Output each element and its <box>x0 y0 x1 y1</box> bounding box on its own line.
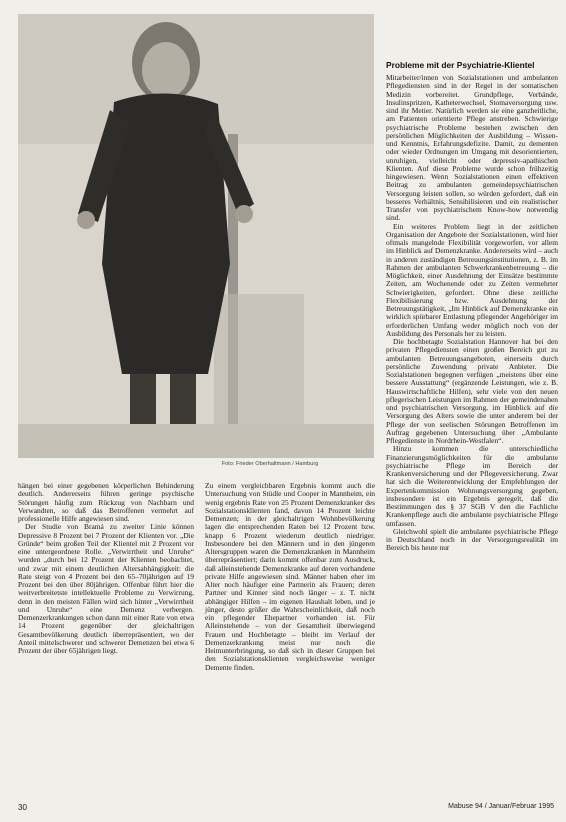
photo-caption: Foto: Frieder Oberhaltmann / Hamburg <box>221 461 319 467</box>
paragraph: hängen bei einer gegebenen körperlichen Behinderung deutlich. Andererseits führen geringe psychische Störungen häufig zum Rückzug von Nachbarn und Verwandten, so daß das Betroffenen vermehrt auf professionelle Hilfe angewiesen sind. <box>18 481 194 523</box>
paragraph: Mitarbeiter/innen von Sozialstationen und ambulanten Pflegediensten sind in der Regel in der somatischen Medizin vorbereitet. Grundpflege, Verbände, Insulinspritzen, Katheterwechsel, Stomaversorgung usw. sind ihr Metier. Natürlich werden sie eine ganzheitliche, am Patienten orientierte Pflege anstreben. Schwierige psychiatrische Probleme bestehen zwischen den persönlichen Möglichkeiten der Ausbildung – Wissen- und Kenntnis, Erfahrungsdefizite. Damit, zu dementen oder wieder Ordnungen im Umgang mit desorientierten, unruhigen, vielleicht oder depressiv-apathischen Klienten. Auf diese Probleme wurde schon frühzeitig hingewiesen. Wenn Sozialstationen einen effektiven Beitrag zu ambulanten gemeindepsychiatrischen Versorgung leisten sollen, so würden gefordert, daß ein besseres Verhältnis, Sensibilisieren und ein realistischer Transfer von psychiatrischem Know-how notwendig sind. <box>386 73 558 223</box>
paragraph: Der Studie von Bramá zu zweiter Linie können Depressive 8 Prozent bei 7 Prozent der Klienten vor. „Die Gründe“ beim großen Teil der Klientel mit 2 Prozent vor eine untergeordnete Rolle. „Verwirrtheit und Unruhe“ wurden „durch bei 12 Prozent der Klienten beobachtet, und zwar mit einem deutlichen Altersabhängigkeit: die Rate steigt von 4 Prozent bei den 65–70jährigen auf 19 Prozent bei den über 80jährigen. Offenbar führt hier die weitverbreitetste intellektuelle Probleme zu Verwirrung, denn in den meisten Fällen wird sich hinter „Verwirrtheit und Unruhe“ eine Demenz verbergen. Demenzerkrankungen schon dann mit einer Rate von etwa 14 Prozent gegenüber der gleichaltrigen Gesamtbevölkerung deutlich überrepräsentiert, wo der Anteil mittelschwerer und schwerer Demenzen bei etwa 6 Prozent der über 65jährigen liegt. <box>18 522 194 655</box>
journal-footer: Mabuse 94 / Januar/Februar 1995 <box>448 803 554 810</box>
column-1 <box>18 482 194 655</box>
paragraph: Zu einem vergleichbaren Ergebnis kommt auch die Untersuchung von Stüdle und Cooper in Mannheim, ein wenig ergebnis Rate von 25 Prozent Demenzkranker des Sozialstationsklienten fand, davon 14 Prozent leichte Demenzen; in der gleichaltrigen Wohnbevölkerung lagen die entsprechenden Raten bei 12 Prozent bzw. knapp 6 Prozent wiederum deutlich niedriger. Insbesondere bei den Männern und in den jüngeren Altersgruppen waren die Demenzkranken in Mannheim überrepräsentiert; darin kommt offenbar zum Ausdruck, daß alleinstehende Demenzkranke auf deren vorhandene private Hilfe angewiesen sind. Männer haben eher im Alter noch häufiger eine Partnerin als Frauen; deren Partner und Kinner sind noch länger – z. T. nicht abhängiger Hilfen – im eigenen Haushalt leben, und je jünger, desto größer die Wahrscheinlichkeit, daß noch ein pflegender Ehepartner vorhanden ist. Für Alleinstehende – von der Gesamtheit überwiegend Frauen und Hochbetagte – bleibt im Verlauf der Demenzerkrankung meist nur noch die Heimunterbringung, so daß sich in dieser Gruppen bei den Sozialstationsklienten vergleichsweise weniger Demente finden. <box>205 481 375 672</box>
elderly-woman-photo <box>18 14 374 458</box>
article-photo <box>18 14 374 458</box>
section-heading: Probleme mit der Psychiatrie-Klientel <box>386 60 535 70</box>
column-3 <box>386 74 558 553</box>
paragraph: Die hochbetagte Sozialstation Hannover hat bei den privaten Pflegediensten einen großen Bereich gut zu ambulanten Betreuungsangeboten, einerseits durch persönliche Zuwendung private Anbieter. Die Sozialstationen begegnen verfügen „meistens über eine bessere Ausstattung“ (ergänzende Leistungen, wie z. B. Hauswirtschaftliche Hilfen), sehr viele von den neuen pflegerischen Leistungen im Rahmen der gemeindenahen und psychiatrischen Versorgung, im Hinblick auf die Versorgung des Alters sowie die unter anderem bei der Pflege der von seelischen Störungen Betroffenen im Auftrag gegebenen Untersuchung über „Ambulante Pflegedienste in Nordrhein-Westfalen“. <box>386 337 558 445</box>
page-number: 30 <box>18 803 27 812</box>
paragraph: Hinzu kommen die unterschiedliche Finanzierungsmöglichkeiten für die ambulante psychiatrische Pflege im Bereich der Krankenversicherung und der Pflegeversicherung. Zwar hat sich die Weiterentwicklung der Empfehlungen der Expertenkommission Wohnungsversorgung gegeben, insbesondere ist ein Ergebnis geregelt, daß die Bestimmungen des § 37 SGB V den die Fachliche Krankenpflege auch die ambulante psychiatrische Pflege umfassen. <box>386 444 558 528</box>
paragraph: Gleichwohl spielt die ambulante psychiatrische Pflege in Deutschland noch in der Versorgungsrealität im Bereich bis heute nur <box>386 526 558 553</box>
paragraph: Ein weiteres Problem liegt in der zeitlichen Organisation der Angebote der Sozialstationen, wird hier oftmals mangelnde Flexibilität vorgeworfen, vor allem im Hinblick auf Demenzkranke. Andererseits wird – auch in anderen zuständigen Betreuungsinstitutionen, z. B. im Rahmen der ambulanten Schwerkrankenbetreuung – die Möglichkeit, einer Ausdehnung der Einsätze bestimmte Zeiten, am Wochenende oder zu Zeiten vermehrter Schwierigkeiten, gefordert. Ohne diese zeitliche Flexibilisierung bzw. Ausdehnung der Betreuungstätigkeit, „Im Hinblick auf Demenzkranke ein wirklich spürbarer Entlastung pflegender Angehöriger im erforderlichen Umfang weder möglich noch von der Ausbildung des Personals her zu leisten. <box>386 221 558 338</box>
column-2 <box>205 482 375 672</box>
